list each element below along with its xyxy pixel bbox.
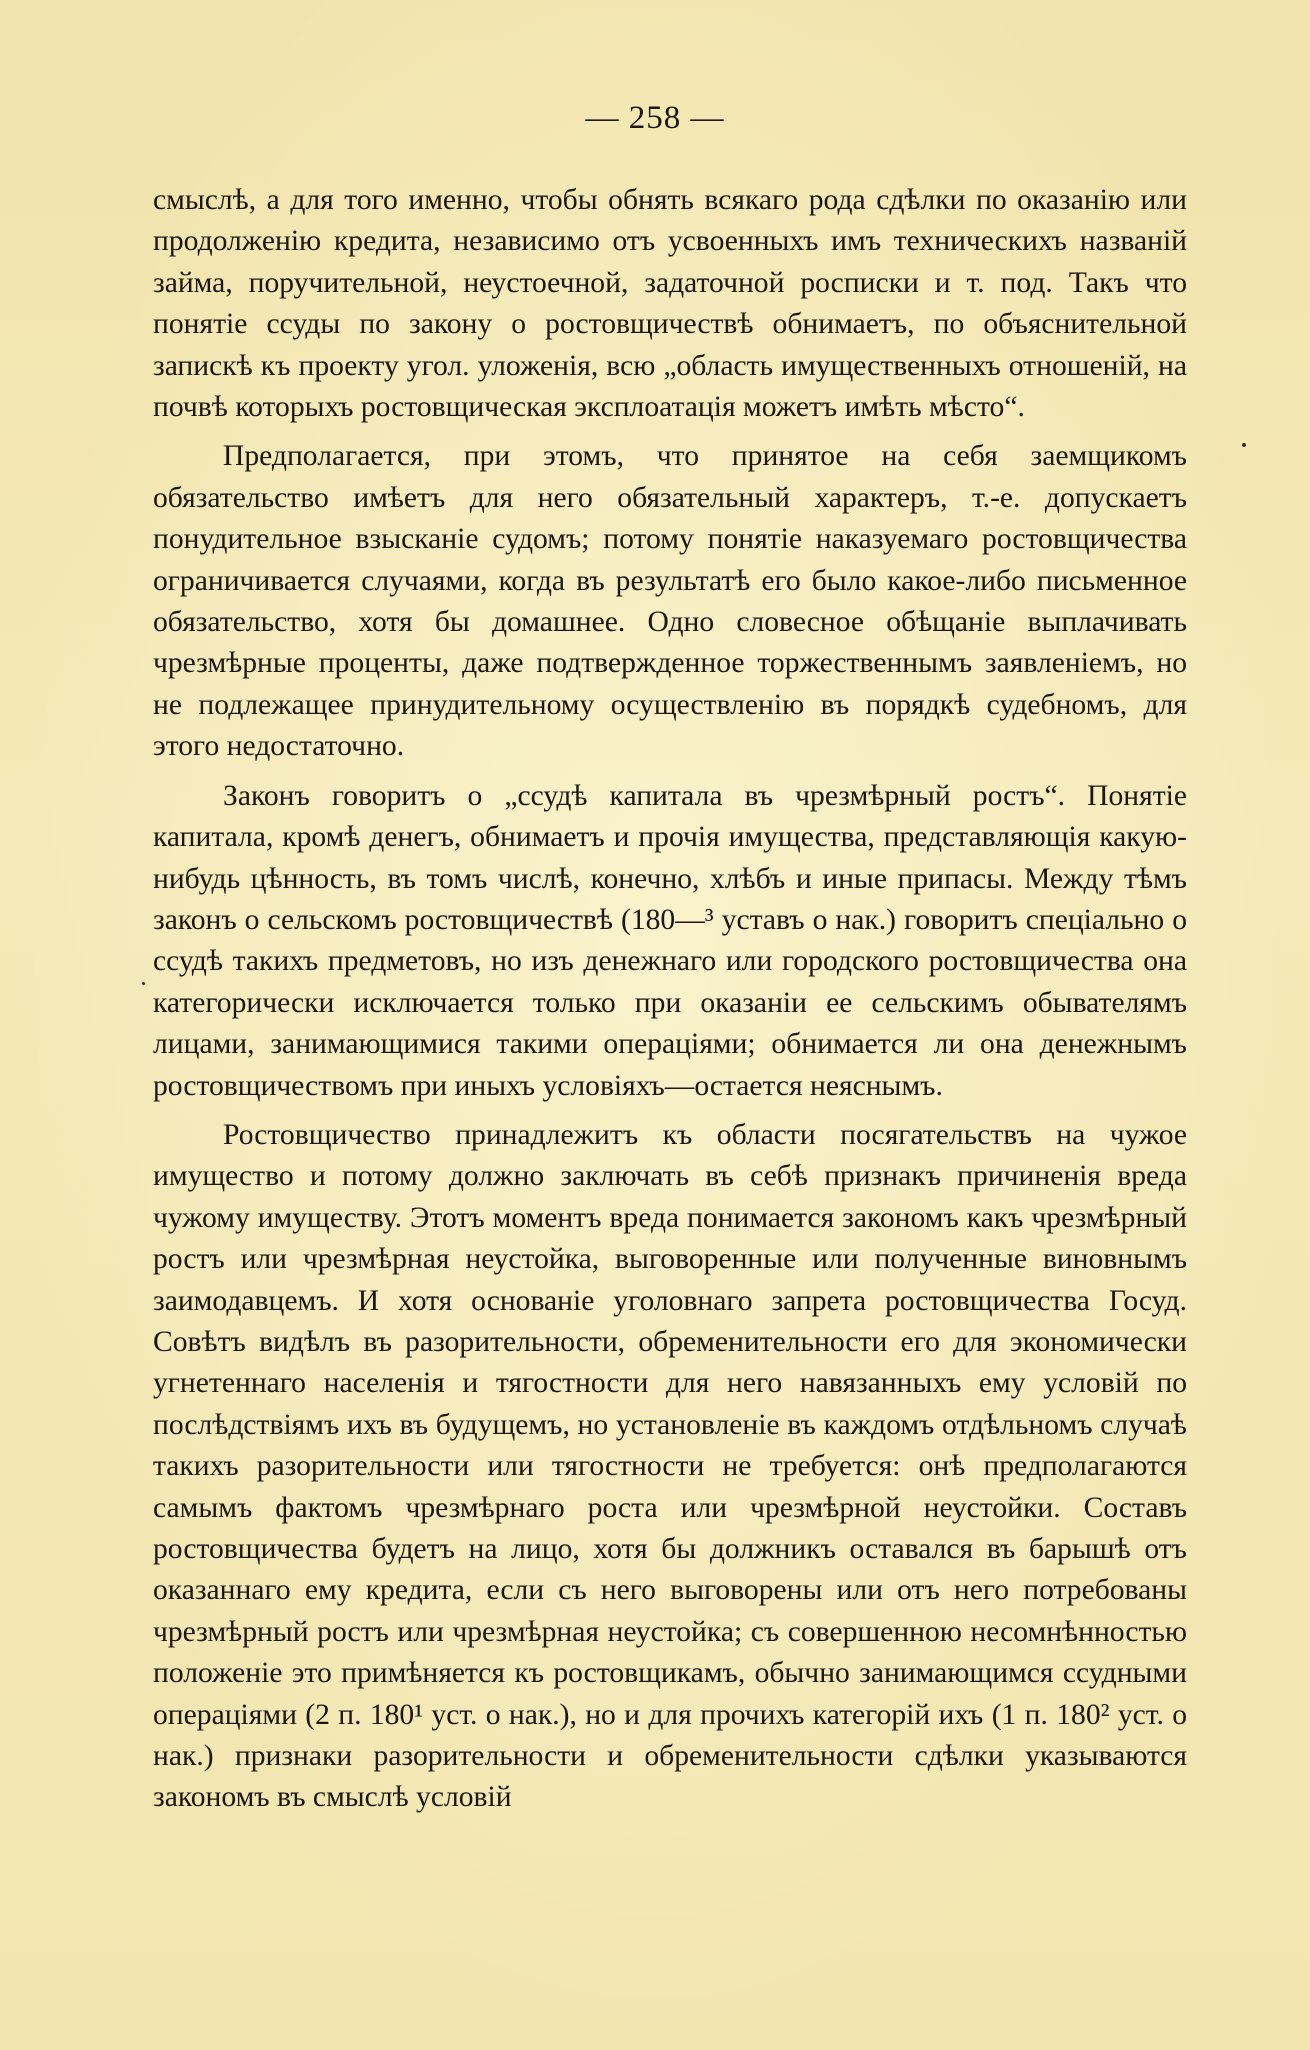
- paragraph-3: Законъ говоритъ о „ссудѣ капитала въ чрезмѣрный ростъ“. Понятіе капитала, кромѣ денегъ, обнимаетъ и прочія имущества, представляющія какую-нибудь цѣнность, въ томъ числѣ, конечно, хлѣбъ и иные припасы. Между тѣмъ законъ о сельскомъ ростовщичествѣ (180—³ уставъ о нак.) говоритъ спеціально о ссудѣ такихъ предметовъ, но изъ денежнаго или городского ростовщичества она категорически исключается только при оказаніи ее сельскимъ обывателямъ лицами, занимающимися такими операціями; обнимается ли она денежнымъ ростовщичествомъ при иныхъ условіяхъ—остается неяснымъ.: [153, 779, 1187, 1102]
- paragraph-1: смыслѣ, а для того именно, чтобы обнять всякаго рода сдѣлки по оказанію или продолженію кредита, независимо отъ усвоенныхъ имъ техническихъ названій займа, поручительной, неустоечной, задаточной росписки и т. под. Такъ что понятіе ссуды по закону о ростовщичествѣ обнимаетъ, по объяснительной запискѣ къ проекту угол. уложенія, всю „область имущественныхъ отношеній, на почвѣ которыхъ ростовщическая эксплоатація можетъ имѣть мѣсто“.: [153, 184, 1187, 424]
- margin-speck: [142, 982, 145, 985]
- body-text: [153, 180, 1187, 1819]
- page-number: — 258 —: [585, 100, 725, 136]
- paragraph-4: Ростовщичество принадлежитъ къ области посягательствъ на чужое имущество и потому должно заключать въ себѣ признакъ причиненія вреда чужому имуществу. Этотъ моментъ вреда понимается закономъ какъ чрезмѣрный ростъ или чрезмѣрная неустойка, выговоренные или полученные виновнымъ заимодавцемъ. И хотя основаніе уголовнаго запрета ростовщичества Госуд. Совѣтъ видѣлъ въ разорительности, обременительности его для экономически угнетеннаго населенія и тягостности для него навязанныхъ ему условій по послѣдствіямъ ихъ въ будущемъ, но установленіе въ каждомъ отдѣльномъ случаѣ такихъ разорительности или тягостности не требуется: онѣ предполагаются самымъ фактомъ чрезмѣрнаго роста или чрезмѣрной неустойки. Составъ ростовщичества будетъ на лицо, хотя бы должникъ оставался въ барышѣ отъ оказаннаго ему кредита, если съ него выговорены или отъ него потребованы чрезмѣрный ростъ или чрезмѣрная неустойка; съ совершенною несомнѣнностью положеніе это примѣняется къ ростовщикамъ, обычно занимающимся ссудными операціями (2 п. 180¹ уст. о нак.), но и для прочихъ категорій ихъ (1 п. 180² уст. о нак.) признаки разорительности и обременительности сдѣлки указываются закономъ въ смыслѣ условій: [153, 1118, 1187, 1814]
- paragraph-2: Предполагается, при этомъ, что принятое на себя заемщикомъ обязательство имѣетъ для него обязательный характеръ, т.-е. допускаетъ понудительное взысканіе судомъ; потому понятіе наказуемаго ростовщичества ограничивается случаями, когда въ результатѣ его было какое-либо письменное обязательство, хотя бы домашнее. Одно словесное обѣщаніе выплачивать чрезмѣрные проценты, даже подтвержденное торжественнымъ заявленіемъ, но не подлежащее принудительному осуществленію въ порядкѣ судебномъ, для этого недостаточно.: [153, 440, 1187, 763]
- margin-speck: [1242, 443, 1246, 447]
